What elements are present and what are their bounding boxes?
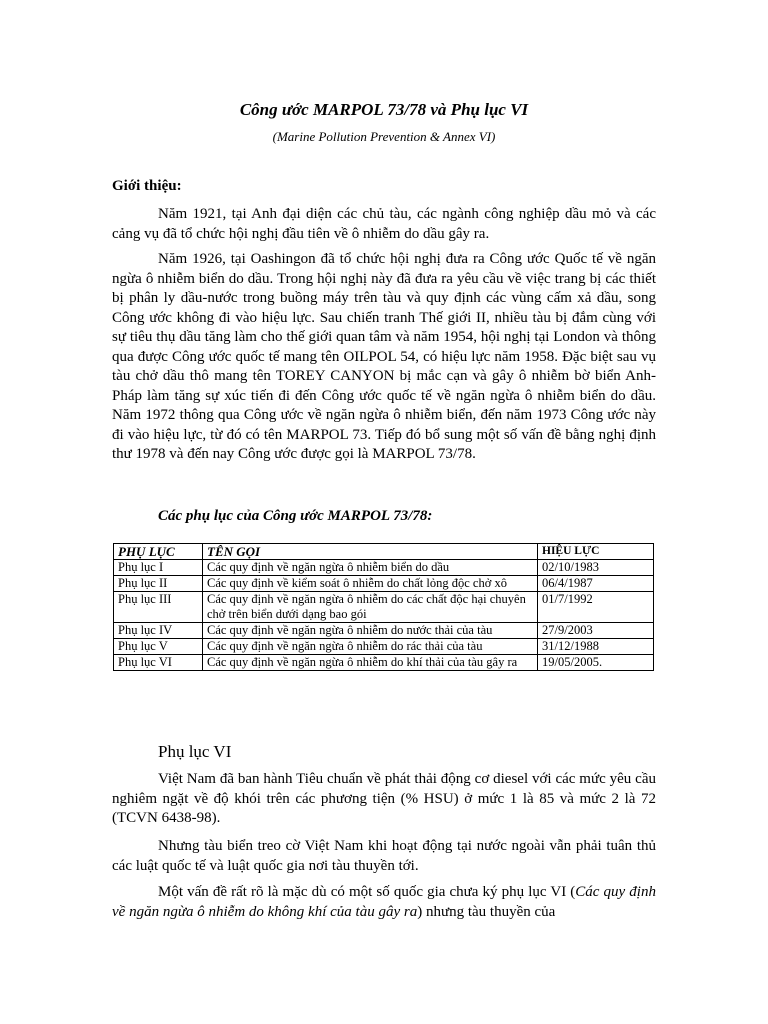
table-row — [114, 639, 654, 655]
annex-cell: Phụ lục II — [114, 576, 203, 592]
annex-6-paragraph-1-text: Việt Nam đã ban hành Tiêu chuẩn về phát thải động cơ diesel với các mức yêu cầu nghiêm ngặt về độ khói trên các phương tiện (% HSU) ở mức 1 là 85 và mức 2 là 72 (TCVN 6438-98). — [112, 771, 656, 826]
name-cell: Các quy định về ngăn ngừa ô nhiễm do các chất độc hại chuyên chở trên biển dưới dạng bao gói — [203, 592, 538, 623]
name-cell: Các quy định về ngăn ngừa ô nhiễm biển do dầu — [203, 560, 538, 576]
annex-table-title: Các phụ lục của Công ước MARPOL 73/78: — [158, 508, 433, 524]
annex-6-paragraph-2-text: Nhưng tàu biển treo cờ Việt Nam khi hoạt động tại nước ngoài vẫn phải tuân thủ các luật quốc tế và luật quốc gia nơi tàu thuyền tới. — [112, 838, 656, 874]
intro-paragraph-2 — [112, 250, 656, 465]
header-effective: HIỆU LỰC — [538, 544, 654, 560]
date-cell: 19/05/2005. — [538, 655, 654, 671]
document-subtitle: (Marine Pollution Prevention & Annex VI) — [272, 129, 496, 144]
annex-cell: Phụ lục I — [114, 560, 203, 576]
annex-cell: Phụ lục V — [114, 639, 203, 655]
annex-6-paragraph-3-italic: Các quy định về ngăn ngừa ô nhiễm do không khí của tàu gây ra — [112, 884, 656, 920]
annex-table — [113, 543, 654, 671]
header-annex: PHỤ LỤC — [114, 544, 203, 560]
date-cell: 27/9/2003 — [538, 623, 654, 639]
name-cell: Các quy định về ngăn ngừa ô nhiễm do nước thải của tàu — [203, 623, 538, 639]
name-cell: Các quy định về ngăn ngừa ô nhiễm do rác thải của tàu — [203, 639, 538, 655]
annex-6-paragraph-3-start: Một vấn đề rất rõ là mặc dù có một số quốc gia chưa ký phụ lục VI ( — [158, 884, 576, 900]
intro-paragraph-1 — [112, 205, 656, 244]
date-cell: 31/12/1988 — [538, 639, 654, 655]
header-name: TÊN GỌI — [203, 544, 538, 560]
date-cell: 06/4/1987 — [538, 576, 654, 592]
annex-6-paragraph-1 — [112, 770, 656, 829]
annex-cell: Phụ lục IV — [114, 623, 203, 639]
annex-6-paragraph-2 — [112, 837, 656, 876]
document-title: Công ước MARPOL 73/78 và Phụ lục VI — [239, 100, 529, 119]
table-row — [114, 576, 654, 592]
name-cell: Các quy định về kiểm soát ô nhiễm do chất lỏng độc chở xô — [203, 576, 538, 592]
table-row — [114, 560, 654, 576]
intro-heading: Giới thiệu: — [112, 178, 182, 194]
annex-cell: Phụ lục III — [114, 592, 203, 623]
annex-cell: Phụ lục VI — [114, 655, 203, 671]
name-cell: Các quy định về ngăn ngừa ô nhiễm do khí thải của tàu gây ra — [203, 655, 538, 671]
intro-paragraph-2-text: Năm 1926, tại Oashingon đã tổ chức hội nghị đưa ra Công ước Quốc tế về ngăn ngừa ô nhiễm biển do dầu. Trong hội nghị này đã đưa ra yêu cầu về việc trang bị các thiết bị phân ly dầu-nước trong buồng máy trên tàu và quy định các vùng cấm xả dầu, song Công ước không đi vào hiệu lực. Sau chiến tranh Thế giới II, nhiều tàu bị đắm cùng với sự tiêu thụ dầu tăng làm cho thế giới quan tâm và năm 1954, hội nghị tại London và thông qua được Công ước quốc tế mang tên OILPOL 54, có hiệu lực năm 1958. Đặc biệt sau vụ tàu chở dầu thô mang tên TOREY CANYON bị mắc cạn và gây ô nhiễm bờ biển Anh-Pháp làm tăng sự xúc tiến đi đến Công ước quốc tế về ngăn ngừa ô nhiễm biển do dầu. Năm 1972 thông qua Công ước về ngăn ngừa ô nhiễm biển, đến năm 1973 Công ước này đi vào hiệu lực, từ đó có tên MARPOL 73. Tiếp đó bổ sung một số vấn đề bằng nghị định thư 1978 và đến nay Công ước được gọi là MARPOL 73/78. — [112, 251, 656, 462]
table-row — [114, 592, 654, 623]
annex-6-heading: Phụ lục VI — [158, 742, 232, 761]
table-row — [114, 655, 654, 671]
table-row — [114, 623, 654, 639]
annex-table-header-row — [114, 544, 654, 560]
date-cell: 01/7/1992 — [538, 592, 654, 623]
annex-6-paragraph-3-end: ) nhưng tàu thuyền của — [417, 903, 556, 920]
intro-paragraph-1-text: Năm 1921, tại Anh đại diện các chủ tàu, các ngành công nghiệp dầu mỏ và các cảng vụ đã tổ chức hội nghị đầu tiên về ô nhiễm do dầu gây ra. — [112, 206, 656, 242]
annex-6-paragraph-3 — [112, 883, 656, 922]
date-cell: 02/10/1983 — [538, 560, 654, 576]
